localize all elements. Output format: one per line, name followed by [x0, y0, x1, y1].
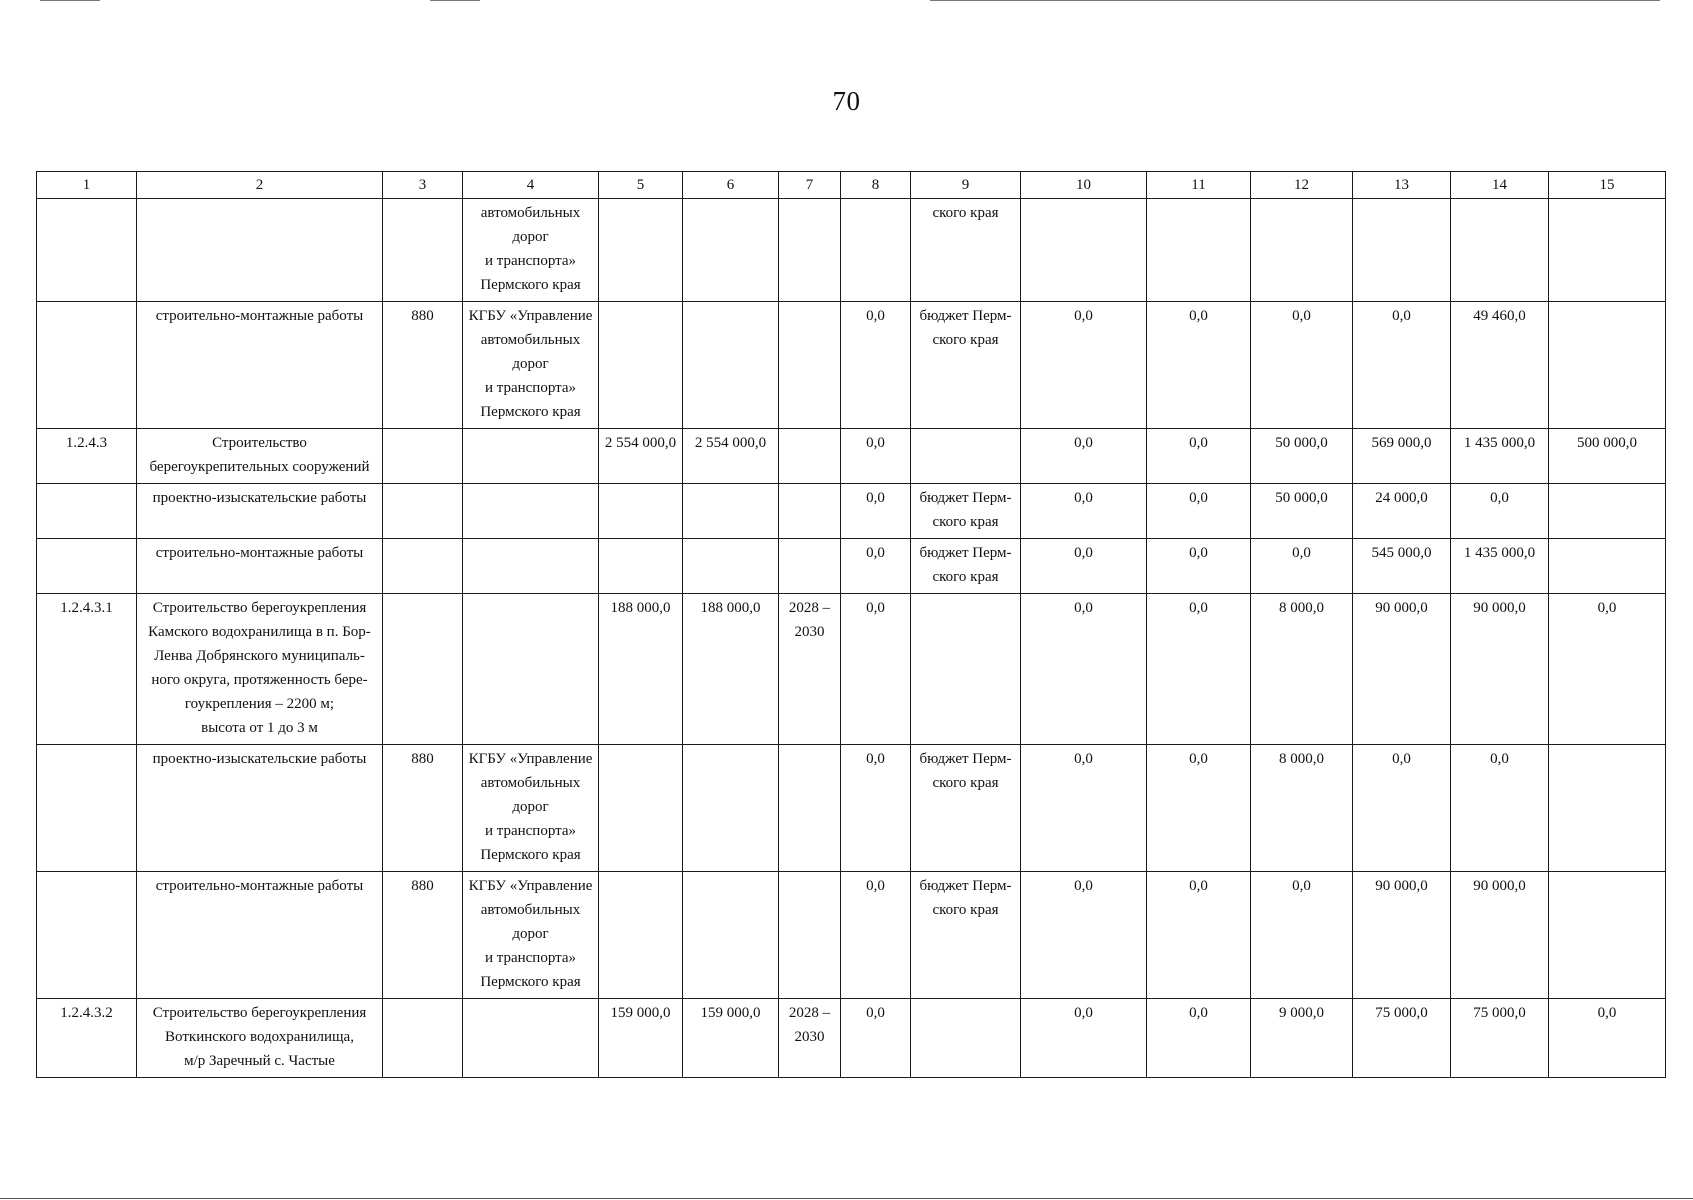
cell-period	[779, 484, 841, 539]
cell-name: строительно-монтажные работы	[137, 302, 383, 429]
row-1-2-4-3-2	[37, 999, 1666, 1078]
cell-col-11: 0,0	[1147, 999, 1251, 1078]
cell-col-14: 90 000,0	[1451, 594, 1549, 745]
cell-executor: КГБУ «Управление автомобильных дорог и транспорта» Пермского края	[463, 302, 599, 429]
row-1-2-4-3-1	[37, 594, 1666, 745]
row-1-2-4-3	[37, 429, 1666, 484]
cell-col-12: 0,0	[1251, 302, 1353, 429]
header-row	[37, 172, 1666, 199]
cell-col-13	[1353, 199, 1451, 302]
cell-col-15: 500 000,0	[1549, 429, 1666, 484]
cell-total-cost	[599, 484, 683, 539]
cell-col-14: 1 435 000,0	[1451, 539, 1549, 594]
cell-funding-source: бюджет Перм- ского края	[911, 539, 1021, 594]
cell-col-10: 0,0	[1021, 539, 1147, 594]
cell-col-12: 0,0	[1251, 872, 1353, 999]
cell-total-cost	[599, 539, 683, 594]
cell-number	[37, 745, 137, 872]
cell-name: проектно-изыскательские работы	[137, 484, 383, 539]
cell-remaining-cost: 188 000,0	[683, 594, 779, 745]
cell-number: 1.2.4.3.1	[37, 594, 137, 745]
scan-edge-bottom	[0, 1198, 1693, 1199]
cell-name: Строительство берегоукрепления Воткинского водохранилища, м/р Заречный с. Частые	[137, 999, 383, 1078]
row-continuation	[37, 199, 1666, 302]
row-smr-1	[37, 302, 1666, 429]
cell-remaining-cost	[683, 872, 779, 999]
cell-col-12: 0,0	[1251, 539, 1353, 594]
cell-col-8: 0,0	[841, 872, 911, 999]
cell-period	[779, 199, 841, 302]
cell-col-15	[1549, 484, 1666, 539]
cell-name	[137, 199, 383, 302]
cell-funding-source: бюджет Перм- ского края	[911, 302, 1021, 429]
cell-number	[37, 302, 137, 429]
cell-funding-source	[911, 594, 1021, 745]
cell-number	[37, 484, 137, 539]
cell-col-11: 0,0	[1147, 484, 1251, 539]
cell-name: Строительство берегоукрепления Камского водохранилища в п. Бор- Ленва Добрянского муниципаль- ного округа, протяженность бере- гоукрепления – 2200 м; высота от 1 до 3 м	[137, 594, 383, 745]
cell-code	[383, 429, 463, 484]
cell-col-11: 0,0	[1147, 539, 1251, 594]
scan-edge-top-left	[40, 0, 100, 1]
cell-total-cost: 188 000,0	[599, 594, 683, 745]
cell-col-13: 90 000,0	[1353, 594, 1451, 745]
cell-col-13: 545 000,0	[1353, 539, 1451, 594]
header-cell: 2	[137, 172, 383, 199]
cell-col-14: 90 000,0	[1451, 872, 1549, 999]
cell-remaining-cost	[683, 539, 779, 594]
cell-total-cost	[599, 872, 683, 999]
header-cell: 6	[683, 172, 779, 199]
cell-col-15: 0,0	[1549, 594, 1666, 745]
cell-funding-source: ского края	[911, 199, 1021, 302]
page-number: 70	[832, 86, 861, 116]
cell-col-12: 8 000,0	[1251, 745, 1353, 872]
cell-executor	[463, 999, 599, 1078]
cell-col-15	[1549, 199, 1666, 302]
cell-col-14: 0,0	[1451, 484, 1549, 539]
cell-col-12: 8 000,0	[1251, 594, 1353, 745]
cell-total-cost	[599, 745, 683, 872]
cell-col-8: 0,0	[841, 302, 911, 429]
cell-executor	[463, 429, 599, 484]
row-piw-1	[37, 484, 1666, 539]
cell-total-cost	[599, 302, 683, 429]
cell-col-8: 0,0	[841, 999, 911, 1078]
cell-number	[37, 199, 137, 302]
row-smr-3	[37, 872, 1666, 999]
cell-col-14: 1 435 000,0	[1451, 429, 1549, 484]
header-cell: 5	[599, 172, 683, 199]
cell-code	[383, 484, 463, 539]
header-cell: 3	[383, 172, 463, 199]
cell-executor	[463, 539, 599, 594]
cell-col-10: 0,0	[1021, 999, 1147, 1078]
cell-col-15	[1549, 539, 1666, 594]
cell-col-15	[1549, 872, 1666, 999]
header-cell: 15	[1549, 172, 1666, 199]
cell-period	[779, 302, 841, 429]
cell-col-15	[1549, 302, 1666, 429]
header-cell: 1	[37, 172, 137, 199]
cell-code	[383, 199, 463, 302]
cell-executor: КГБУ «Управление автомобильных дорог и транспорта» Пермского края	[463, 745, 599, 872]
cell-col-15	[1549, 745, 1666, 872]
header-cell: 12	[1251, 172, 1353, 199]
cell-col-10: 0,0	[1021, 872, 1147, 999]
cell-period	[779, 539, 841, 594]
cell-name: строительно-монтажные работы	[137, 872, 383, 999]
cell-total-cost: 159 000,0	[599, 999, 683, 1078]
header-cell: 4	[463, 172, 599, 199]
cell-col-11: 0,0	[1147, 594, 1251, 745]
cell-col-12: 9 000,0	[1251, 999, 1353, 1078]
cell-executor	[463, 594, 599, 745]
cell-name: Строительство берегоукрепительных сооружений	[137, 429, 383, 484]
cell-col-11	[1147, 199, 1251, 302]
cell-total-cost: 2 554 000,0	[599, 429, 683, 484]
cell-remaining-cost: 159 000,0	[683, 999, 779, 1078]
cell-code	[383, 539, 463, 594]
cell-funding-source: бюджет Перм- ского края	[911, 484, 1021, 539]
cell-col-14: 49 460,0	[1451, 302, 1549, 429]
cell-col-10: 0,0	[1021, 594, 1147, 745]
cell-period	[779, 872, 841, 999]
cell-period: 2028 – 2030	[779, 594, 841, 745]
cell-col-13: 90 000,0	[1353, 872, 1451, 999]
cell-remaining-cost	[683, 484, 779, 539]
cell-remaining-cost: 2 554 000,0	[683, 429, 779, 484]
cell-period	[779, 429, 841, 484]
cell-col-13: 569 000,0	[1353, 429, 1451, 484]
row-smr-2	[37, 539, 1666, 594]
cell-col-8: 0,0	[841, 429, 911, 484]
header-cell: 14	[1451, 172, 1549, 199]
cell-code: 880	[383, 302, 463, 429]
row-piw-2	[37, 745, 1666, 872]
cell-executor: КГБУ «Управление автомобильных дорог и транспорта» Пермского края	[463, 872, 599, 999]
table-body	[37, 199, 1666, 1078]
cell-col-10: 0,0	[1021, 484, 1147, 539]
cell-funding-source	[911, 999, 1021, 1078]
cell-funding-source: бюджет Перм- ского края	[911, 872, 1021, 999]
cell-col-13: 0,0	[1353, 745, 1451, 872]
scan-edge-top-right	[930, 0, 1660, 1]
cell-period	[779, 745, 841, 872]
cell-col-11: 0,0	[1147, 429, 1251, 484]
cell-code	[383, 594, 463, 745]
cell-col-8	[841, 199, 911, 302]
header-cell: 8	[841, 172, 911, 199]
cell-executor: автомобильных дорог и транспорта» Пермского края	[463, 199, 599, 302]
cell-number	[37, 539, 137, 594]
cell-remaining-cost	[683, 199, 779, 302]
cell-funding-source	[911, 429, 1021, 484]
cell-number: 1.2.4.3	[37, 429, 137, 484]
cell-col-8: 0,0	[841, 745, 911, 872]
cell-col-11: 0,0	[1147, 872, 1251, 999]
cell-col-15: 0,0	[1549, 999, 1666, 1078]
cell-total-cost	[599, 199, 683, 302]
cell-code: 880	[383, 745, 463, 872]
cell-col-10: 0,0	[1021, 429, 1147, 484]
cell-col-11: 0,0	[1147, 302, 1251, 429]
header-cell: 9	[911, 172, 1021, 199]
cell-number	[37, 872, 137, 999]
cell-code	[383, 999, 463, 1078]
cell-col-14	[1451, 199, 1549, 302]
cell-col-14: 75 000,0	[1451, 999, 1549, 1078]
cell-col-12: 50 000,0	[1251, 484, 1353, 539]
cell-col-10: 0,0	[1021, 745, 1147, 872]
cell-col-10	[1021, 199, 1147, 302]
cell-col-8: 0,0	[841, 594, 911, 745]
cell-code: 880	[383, 872, 463, 999]
cell-funding-source: бюджет Перм- ского края	[911, 745, 1021, 872]
cell-period: 2028 – 2030	[779, 999, 841, 1078]
header-cell: 11	[1147, 172, 1251, 199]
header-cell: 7	[779, 172, 841, 199]
cell-col-10: 0,0	[1021, 302, 1147, 429]
cell-executor	[463, 484, 599, 539]
budget-table	[36, 171, 1666, 1078]
header-cell: 13	[1353, 172, 1451, 199]
cell-col-13: 75 000,0	[1353, 999, 1451, 1078]
cell-col-8: 0,0	[841, 539, 911, 594]
cell-name: строительно-монтажные работы	[137, 539, 383, 594]
cell-remaining-cost	[683, 745, 779, 872]
cell-col-11: 0,0	[1147, 745, 1251, 872]
cell-remaining-cost	[683, 302, 779, 429]
cell-number: 1.2.4.3.2	[37, 999, 137, 1078]
header-cell: 10	[1021, 172, 1147, 199]
cell-col-12	[1251, 199, 1353, 302]
cell-col-8: 0,0	[841, 484, 911, 539]
cell-col-13: 0,0	[1353, 302, 1451, 429]
scan-edge-top-mid	[430, 0, 480, 1]
cell-col-12: 50 000,0	[1251, 429, 1353, 484]
cell-col-14: 0,0	[1451, 745, 1549, 872]
cell-name: проектно-изыскательские работы	[137, 745, 383, 872]
cell-col-13: 24 000,0	[1353, 484, 1451, 539]
